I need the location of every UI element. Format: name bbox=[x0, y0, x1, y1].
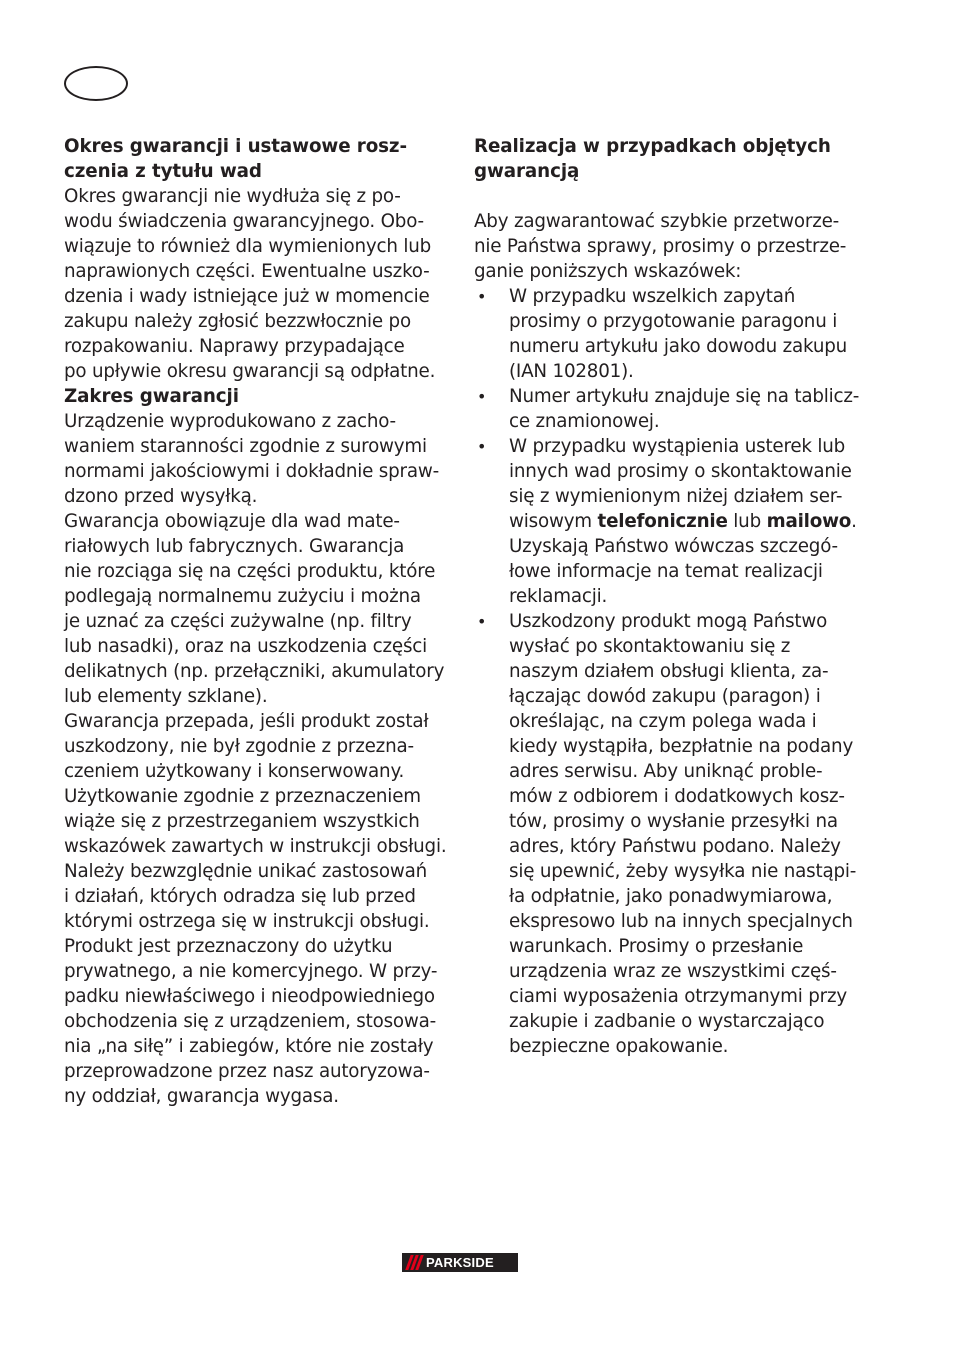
text-line: Gwarancja przepada, jeśli produkt został bbox=[64, 711, 429, 732]
bullet-icon: • bbox=[477, 287, 487, 306]
paragraph-device-quality bbox=[64, 409, 454, 509]
section-heading-warranty-claims bbox=[474, 134, 864, 184]
text-line: którymi ostrzega się w instrukcji obsługi. bbox=[64, 911, 430, 932]
bullet-item-article-number bbox=[474, 384, 864, 434]
text-line: lub elementy szklane). bbox=[64, 686, 268, 707]
text-line: wskazówek zawartych w instrukcji obsługi. bbox=[64, 836, 447, 857]
text-line: padku niewłaściwego i nieodpowiedniego bbox=[64, 986, 435, 1007]
text-line: adres serwisu. Aby uniknąć proble- bbox=[509, 761, 823, 782]
text-line: innych wad prosimy o skontaktowanie bbox=[509, 461, 852, 482]
text-line: i działań, których odradza się lub przed bbox=[64, 886, 416, 907]
text-line: wysłać po skontaktowaniu się z bbox=[509, 636, 791, 657]
text-line: adres, który Państwu podano. Należy bbox=[509, 836, 841, 857]
heading-line: czenia z tytułu wad bbox=[64, 161, 262, 182]
text-line: się z wymienionym niżej działem ser- bbox=[509, 486, 843, 507]
text-fragment: wisowym bbox=[509, 511, 598, 532]
text-line: ny oddział, gwarancja wygasa. bbox=[64, 1086, 339, 1107]
text-line: kiedy wystąpiła, bezpłatnie na podany bbox=[509, 736, 854, 757]
text-line: reklamacji. bbox=[509, 586, 608, 607]
text-line: łowe informacje na temat realizacji bbox=[509, 561, 823, 582]
bullet-icon: • bbox=[477, 387, 487, 406]
paragraph-warranty-period bbox=[64, 184, 454, 384]
text-line: określając, na czym polega wada i bbox=[509, 711, 817, 732]
text-line: ganie poniższych wskazówek: bbox=[474, 261, 742, 282]
text-line: po upływie okresu gwarancji są odpłatne. bbox=[64, 361, 436, 382]
text-line: lub nasadki), oraz na uszkodzenia części bbox=[64, 636, 428, 657]
paragraph-warranty-void bbox=[64, 709, 454, 1109]
text-line: wiąże się z przestrzeganiem wszystkich bbox=[64, 811, 420, 832]
text-line: Okres gwarancji nie wydłuża się z po- bbox=[64, 186, 401, 207]
heading-line: gwarancją bbox=[474, 161, 580, 182]
text-line: tów, prosimy o wysłanie przesyłki na bbox=[509, 811, 838, 832]
text-line: podlegają normalnemu zużyciu i można bbox=[64, 586, 421, 607]
text-line: naprawionych części. Ewentualne uszko- bbox=[64, 261, 430, 282]
parkside-logo bbox=[402, 1253, 518, 1272]
text-line: rozpakowaniu. Naprawy przypadające bbox=[64, 336, 405, 357]
text-line: urządzenia wraz ze wszystkimi częś- bbox=[509, 961, 837, 982]
text-line: (IAN 102801). bbox=[509, 361, 634, 382]
text-line: Uzyskają Państwo wówczas szczegó- bbox=[509, 536, 838, 557]
text-line: łączając dowód zakupu (paragon) i bbox=[509, 686, 821, 707]
text-line: Należy bezwzględnie unikać zastosowań bbox=[64, 861, 427, 882]
text-line: Urządzenie wyprodukowano z zacho- bbox=[64, 411, 396, 432]
text-line: prywatnego, a nie komercyjnego. W przy- bbox=[64, 961, 438, 982]
heading-line: Okres gwarancji i ustawowe rosz- bbox=[64, 136, 407, 157]
text-line: nie rozciąga się na części produktu, które bbox=[64, 561, 436, 582]
text-line: wiązuje to również dla wymienionych lub bbox=[64, 236, 432, 257]
text-line: zakupu należy zgłosić bezzwłocznie po bbox=[64, 311, 411, 332]
text-line: dzono przed wysyłką. bbox=[64, 486, 258, 507]
text-line: prosimy o przygotowanie paragonu i bbox=[509, 311, 838, 332]
text-line: naszym działem obsługi klienta, za- bbox=[509, 661, 829, 682]
text-line: uszkodzony, nie był zgodnie z przezna- bbox=[64, 736, 414, 757]
text-line: ekspresowo lub na innych specjalnych bbox=[509, 911, 853, 932]
bullet-item-shipping bbox=[474, 609, 864, 1059]
text-line: numeru artykułu jako dowodu zakupu bbox=[509, 336, 847, 357]
text-line: Aby zagwarantować szybkie przetworze- bbox=[474, 211, 840, 232]
text-line: wodu świadczenia gwarancyjnego. Obo- bbox=[64, 211, 424, 232]
text-line: Uszkodzony produkt mogą Państwo bbox=[509, 611, 828, 632]
text-line: waniem staranności zgodnie z surowymi bbox=[64, 436, 427, 457]
text-line: nie Państwa sprawy, prosimy o przestrze- bbox=[474, 236, 847, 257]
text-line: warunkach. Prosimy o przesłanie bbox=[509, 936, 804, 957]
heading-line: Realizacja w przypadkach objętych bbox=[474, 136, 831, 157]
text-line: mów z odbiorem i dodatkowych kosz- bbox=[509, 786, 845, 807]
bullet-icon: • bbox=[477, 437, 487, 456]
text-line: nia „na siłę” i zabiegów, które nie zostały bbox=[64, 1036, 434, 1057]
text-line: obchodzenia się z urządzeniem, stosowa- bbox=[64, 1011, 437, 1032]
text-line: delikatnych (np. przełączniki, akumulatory bbox=[64, 661, 445, 682]
text-line: Gwarancja obowiązuje dla wad mate- bbox=[64, 511, 400, 532]
section-heading-warranty-scope: Zakres gwarancji bbox=[64, 386, 239, 407]
text-line: bezpieczne opakowanie. bbox=[509, 1036, 729, 1057]
bold-phone: telefonicznie bbox=[597, 511, 728, 532]
bullet-item-contact-service bbox=[474, 434, 864, 609]
left-column bbox=[64, 134, 454, 1109]
text-line: Produkt jest przeznaczony do użytku bbox=[64, 936, 393, 957]
text-fragment: . bbox=[851, 511, 857, 532]
paragraph-warranty-coverage bbox=[64, 509, 454, 709]
text-line: się upewnić, żeby wysyłka nie nastąpi- bbox=[509, 861, 857, 882]
logo-stripes-icon bbox=[402, 1253, 424, 1272]
text-line: przeprowadzone przez nasz autoryzowa- bbox=[64, 1061, 430, 1082]
text-line-mixed bbox=[474, 509, 864, 534]
text-line: Użytkowanie zgodnie z przeznaczeniem bbox=[64, 786, 421, 807]
text-line: riałowych lub fabrycznych. Gwarancja bbox=[64, 536, 405, 557]
text-line: W przypadku wszelkich zapytań bbox=[509, 286, 796, 307]
text-line: normami jakościowymi i dokładnie spraw- bbox=[64, 461, 439, 482]
text-line: czeniem użytkowany i konserwowany. bbox=[64, 761, 405, 782]
text-line: dzenia i wady istniejące już w momencie bbox=[64, 286, 430, 307]
text-line: zakupie i zadbanie o wystarczająco bbox=[509, 1011, 825, 1032]
text-line: ła odpłatnie, jako ponadwymiarowa, bbox=[509, 886, 833, 907]
logo-brand-text: PARKSIDE bbox=[426, 1255, 494, 1270]
bullet-item-receipt bbox=[474, 284, 864, 384]
paragraph-spacer bbox=[474, 184, 864, 209]
paragraph-intro bbox=[474, 209, 864, 284]
text-line: Numer artykułu znajduje się na tablicz- bbox=[509, 386, 860, 407]
bold-mail: mailowo bbox=[766, 511, 852, 532]
bullet-icon: • bbox=[477, 612, 487, 631]
section-heading-warranty-period bbox=[64, 134, 454, 184]
language-badge-oval bbox=[64, 66, 128, 101]
text-line: ciami wyposażenia otrzymanymi przy bbox=[509, 986, 847, 1007]
text-line: je uznać za części zużywalne (np. filtry bbox=[64, 611, 412, 632]
text-line: ce znamionowej. bbox=[509, 411, 660, 432]
text-fragment: lub bbox=[727, 511, 767, 532]
text-line: W przypadku wystąpienia usterek lub bbox=[509, 436, 846, 457]
right-column bbox=[474, 134, 864, 1059]
